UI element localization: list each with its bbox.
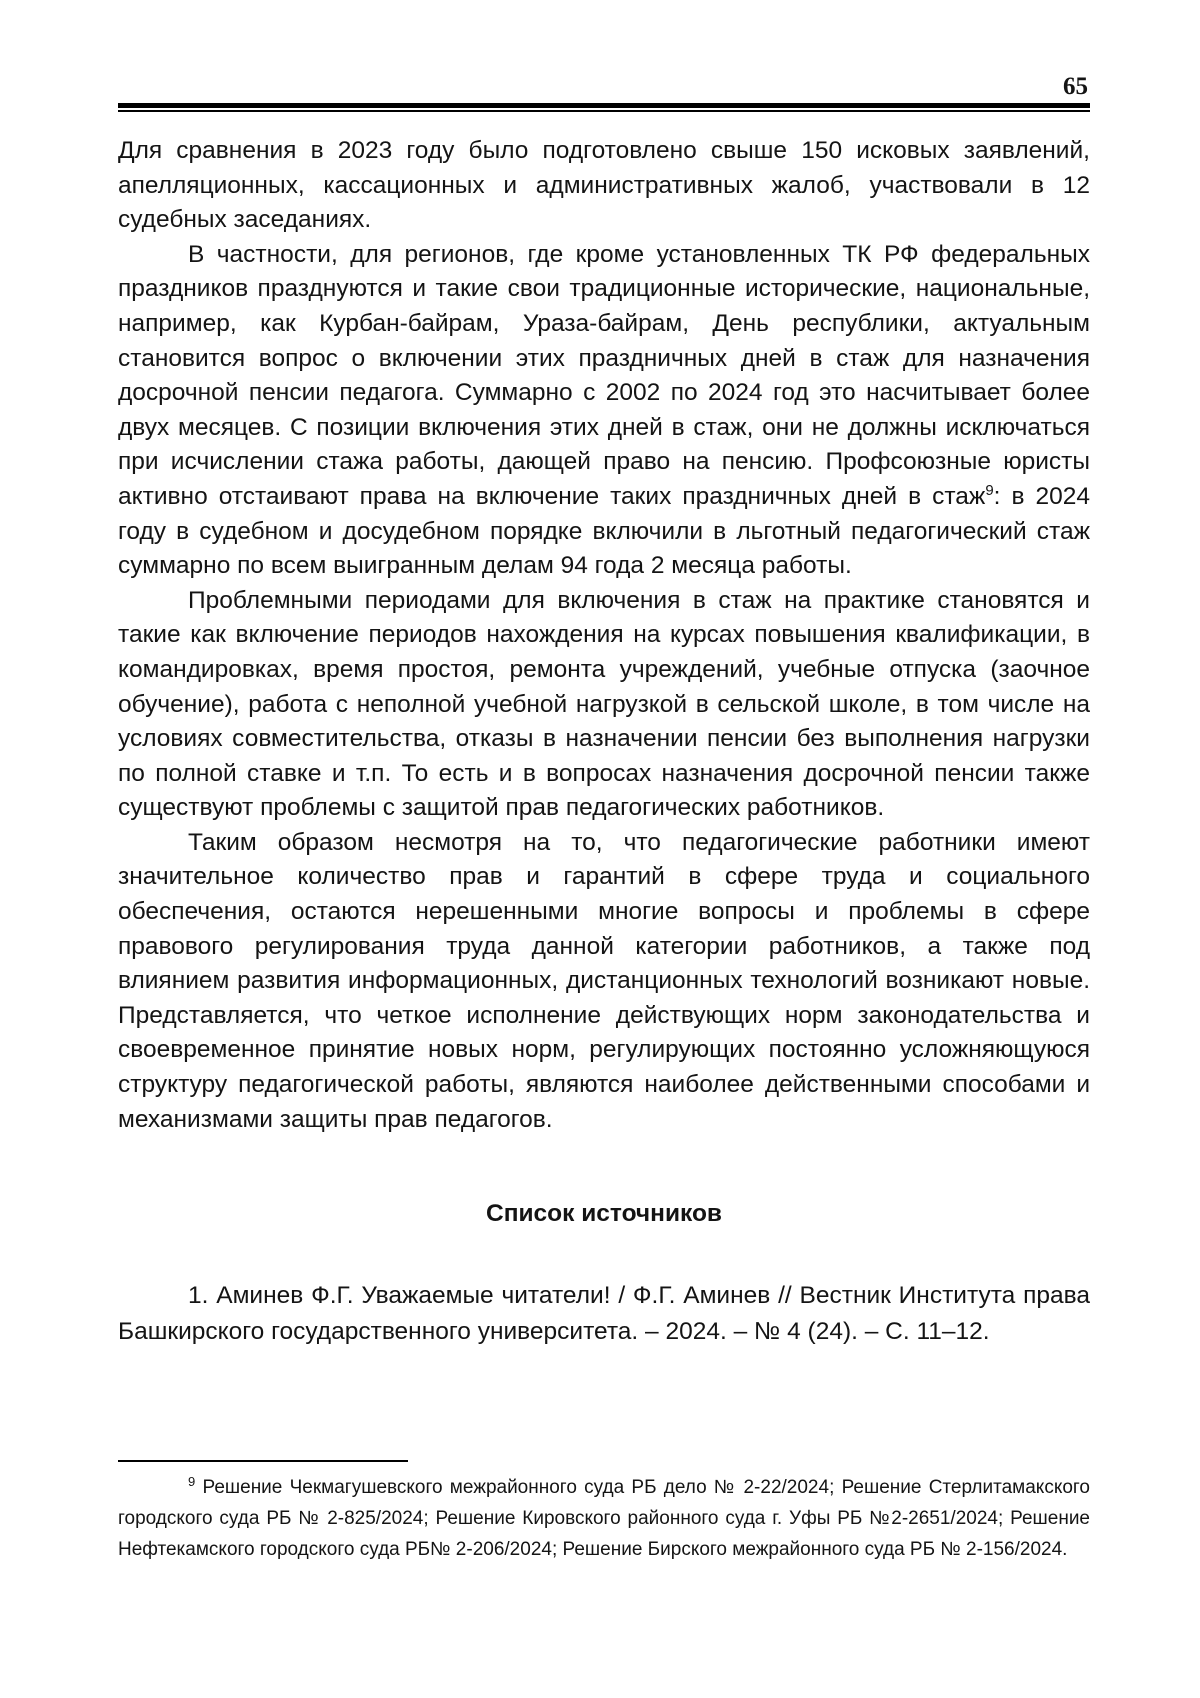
reference-item-1: 1. Аминев Ф.Г. Уважаемые читатели! / Ф.Г. Аминев // Вестник Института права Башкирского государственного университета. – 2024. – № 4 (24). – С. 11–12. (118, 1282, 1090, 1345)
paragraph-2 (118, 238, 1090, 584)
header-rule-thin (118, 110, 1090, 112)
page-number: 65 (1063, 73, 1088, 100)
paragraph-2-text-end: : в 2024 году в судебном и досудебном порядке включили в льготный педагогический стаж суммарно по всем выигранным делам 94 года 2 месяца работы. (118, 482, 1090, 580)
sources-heading: Список источников (486, 1200, 722, 1227)
footnote-separator (118, 1460, 408, 1462)
paragraph-3: Проблемными периодами для включения в стаж на практике становятся и такие как включение периодов нахождения на курсах повышения квалификации, в командировках, время простоя, ремонта учреждений, учебные отпуска (заочное обучение), работа с неполной учебной нагрузкой в сельской школе, в том числе на условиях совместительства, отказы в назначении пенсии без выполнения нагрузки по полной ставке и т.п. То есть и в вопросах назначения досрочной пенсии также существуют проблемы с защитой прав педагогических работников. (118, 586, 1090, 822)
paragraph-1: Для сравнения в 2023 году было подготовлено свыше 150 исковых заявлений, апелляционных, кассационных и административных жалоб, участвовали в 12 судебных заседаниях. (118, 137, 1090, 234)
footnote-text: Решение Чекмагушевского межрайонного суда РБ дело № 2-22/2024; Решение Стерлитамакского городского суда РБ № 2-825/2024; Решение Кировского районного суда г. Уфы РБ №2-2651/2024; Решение Нефтекамского городского суда РБ№ 2-206/2024; Решение Бирского межрайонного суда РБ № 2-156/2024. (118, 1477, 1090, 1560)
footnote-number: 9 (188, 1474, 196, 1489)
footnote-9 (118, 1472, 1090, 1565)
footnote-reference[interactable]: 9 (985, 481, 994, 499)
body-text (118, 134, 1090, 1137)
paragraph-2-text: В частности, для регионов, где кроме установленных ТК РФ федеральных праздников празднуются и такие свои традиционные исторические, национальные, например, как Курбан-байрам, Ураза-байрам, День республики, актуальным становится вопрос о включении этих праздничных дней в стаж для назначения досрочной пенсии педагога. Суммарно с 2002 по 2024 год это насчитывает более двух месяцев. С позиции включения этих дней в стаж, они не должны исключаться при исчислении стажа работы, дающей право на пенсию. Профсоюзные юристы активно отстаивают права на включение таких праздничных дней в стаж (118, 240, 1090, 510)
paragraph-4: Таким образом несмотря на то, что педагогические работники имеют значительное количество прав и гарантий в сфере труда и социального обеспечения, остаются нерешенными многие вопросы и проблемы в сфере правового регулирования труда данной категории работников, а также под влиянием развития информационных, дистанционных технологий возникают новые. Представляется, что четкое исполнение действующих норм законодательства и своевременное принятие новых норм, регулирующих постоянно усложняющуюся структуру педагогической работы, являются наиболее действенными способами и механизмами защиты прав педагогов. (118, 828, 1090, 1133)
header-rule-thick (118, 103, 1090, 108)
